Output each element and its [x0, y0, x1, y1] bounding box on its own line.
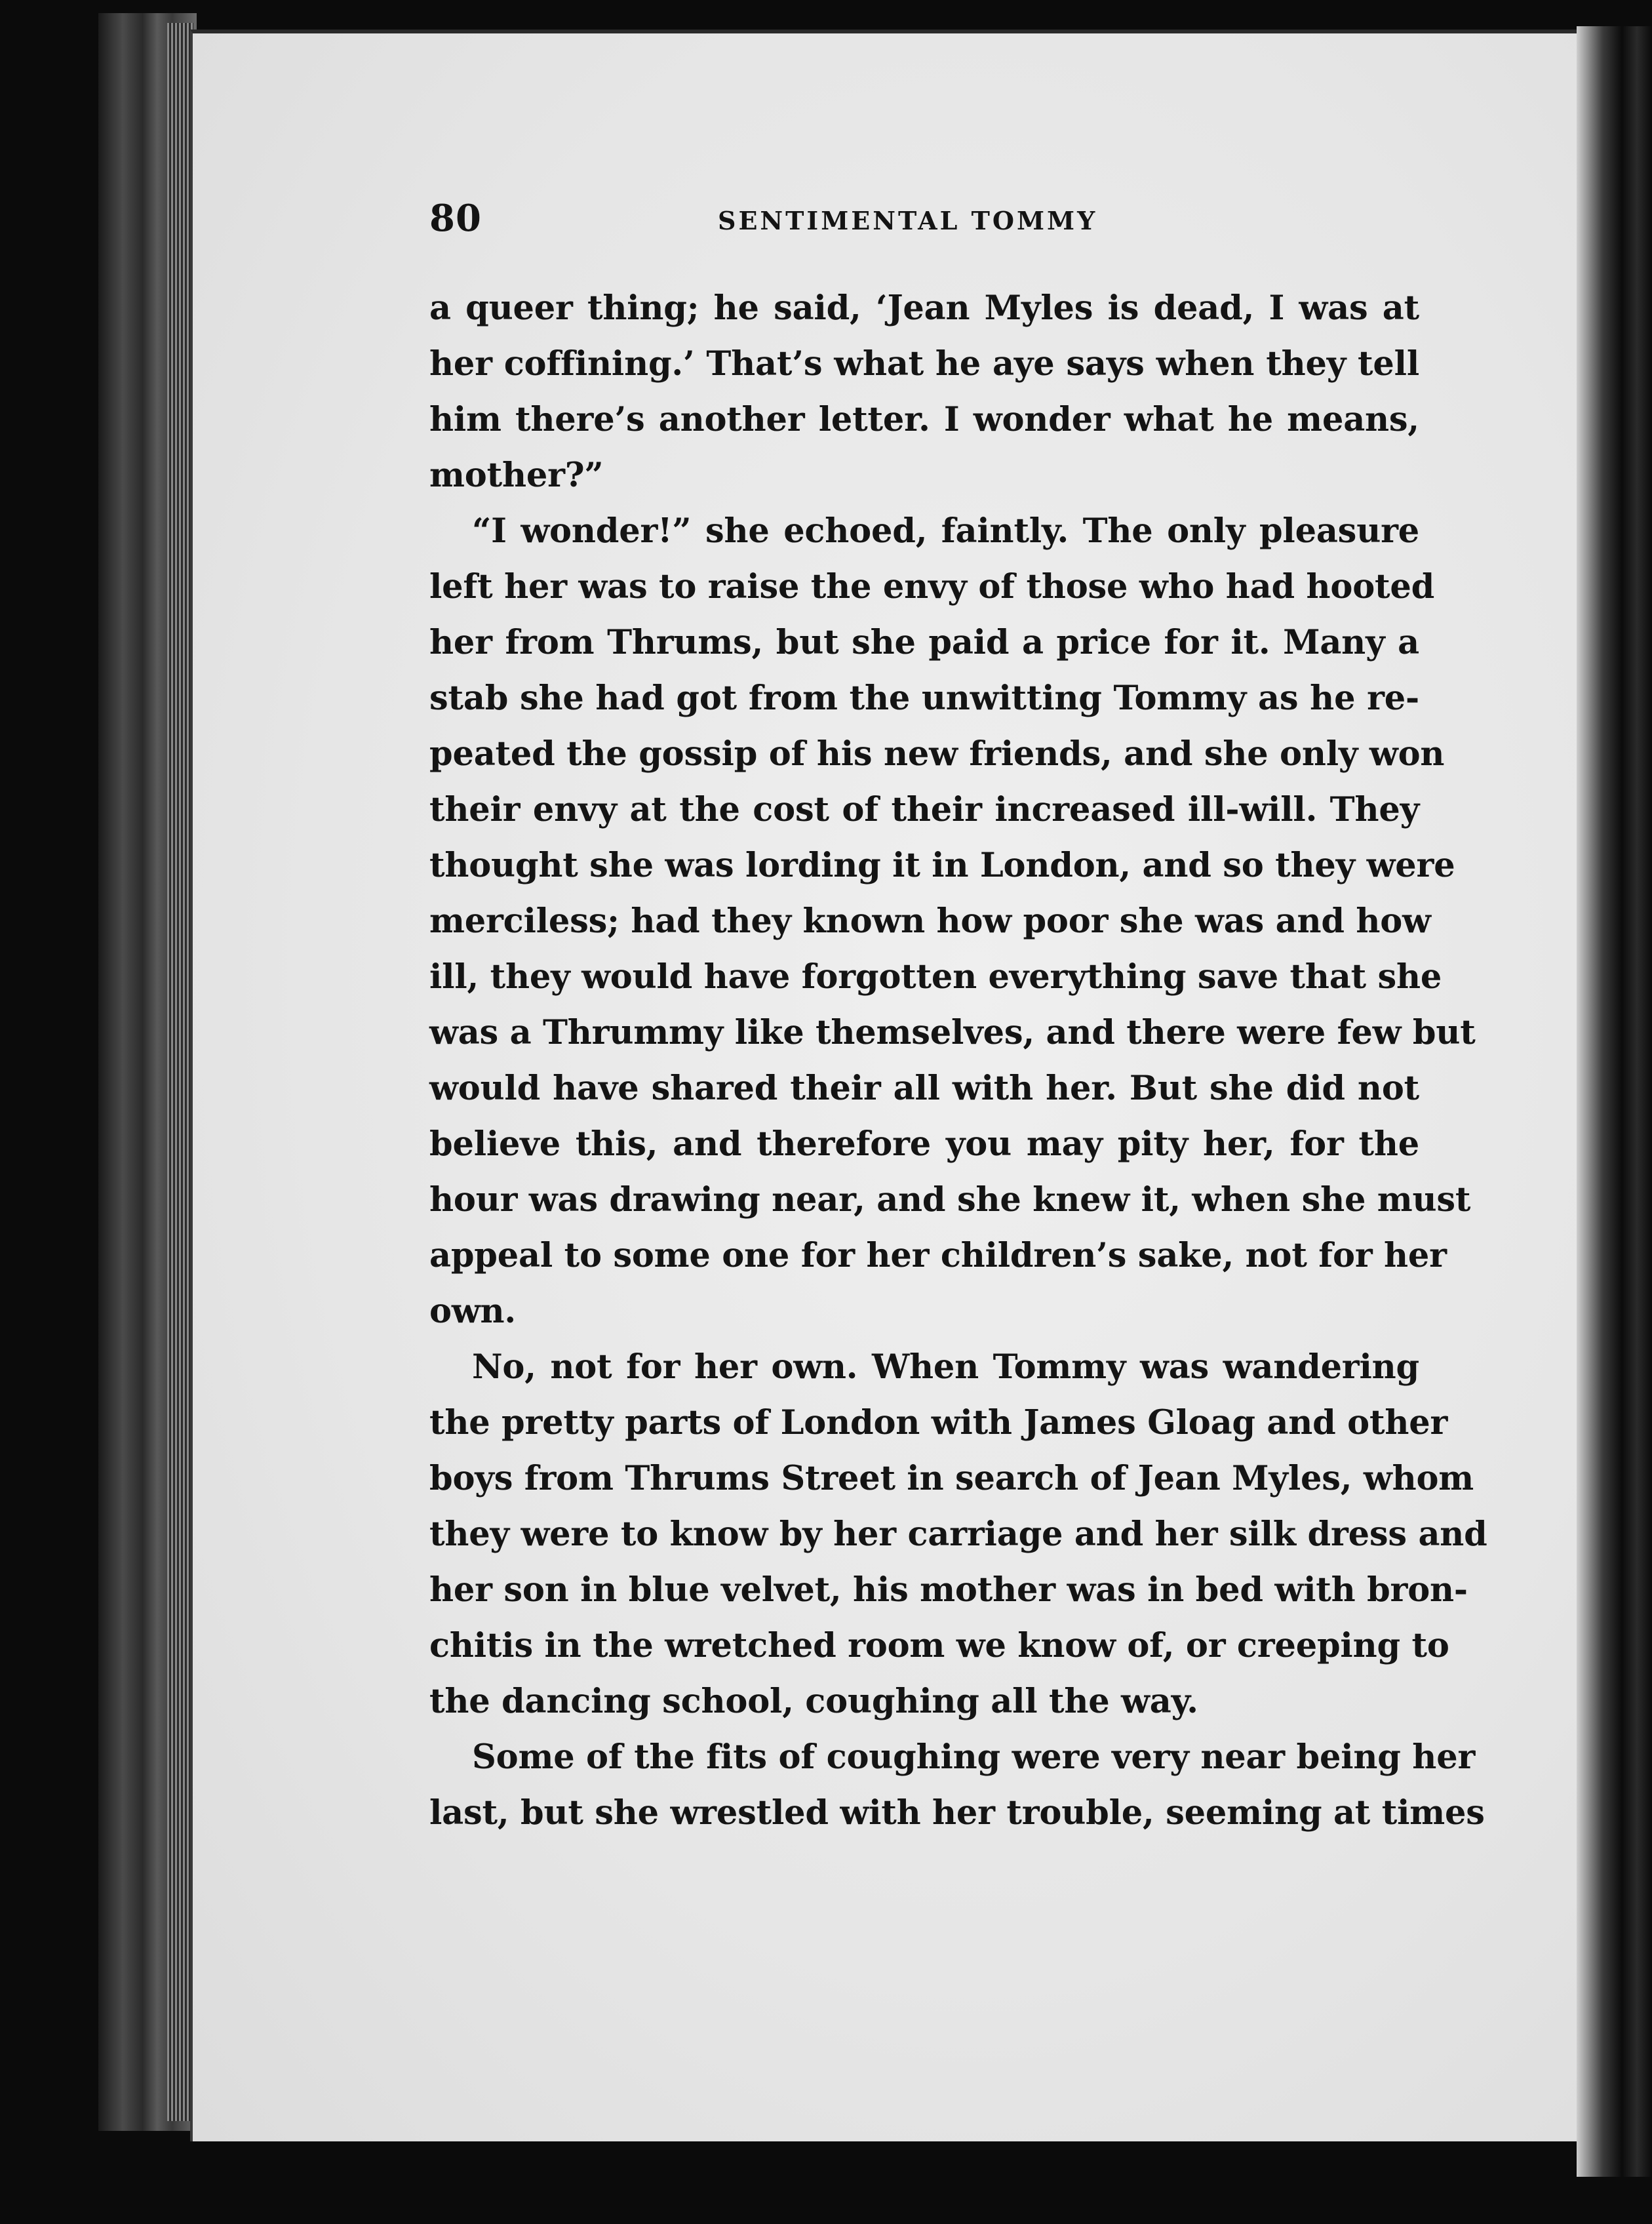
text-line: left her was to raise the envy of those who had hooted: [429, 567, 1435, 606]
text-line: mother?”: [429, 456, 604, 495]
book-title: SENTIMENTAL TOMMY: [718, 206, 1098, 235]
text-line: him there’s another letter. I wonder what he means,: [429, 400, 1419, 439]
body-text: [429, 281, 1487, 1841]
gutter-shadow: [1577, 26, 1652, 2177]
text-line: hour was drawing near, and she knew it, when she must: [429, 1180, 1471, 1220]
text-line: merciless; had they known how poor she was and how: [429, 902, 1431, 941]
text-line: peated the gossip of his new friends, and she only won: [429, 734, 1445, 774]
text-line: was a Thrummy like themselves, and there were few but: [429, 1013, 1476, 1052]
text-line: boys from Thrums Street in search of Jean Myles, whom: [429, 1459, 1474, 1498]
page-number: 80: [429, 197, 482, 240]
text-line: No, not for her own. When Tommy was wandering: [472, 1347, 1419, 1387]
text-line: her from Thrums, but she paid a price for it. Many a: [429, 623, 1419, 662]
text-line: the pretty parts of London with James Gloag and other: [429, 1403, 1448, 1442]
text-line: their envy at the cost of their increased ill-will. They: [429, 790, 1419, 829]
text-line: ill, they would have forgotten everything save that she: [429, 957, 1442, 997]
text-line: a queer thing; he said, ‘Jean Myles is dead, I was at: [429, 288, 1419, 328]
running-head: [429, 197, 1419, 243]
text-line: they were to know by her carriage and her silk dress and: [429, 1515, 1487, 1554]
text-line: “I wonder!” she echoed, faintly. The only pleasure: [472, 511, 1419, 551]
text-line: Some of the fits of coughing were very near being her: [472, 1738, 1476, 1777]
text-line: would have shared their all with her. But she did not: [429, 1069, 1419, 1108]
page-edges: [167, 23, 193, 2121]
text-line: chitis in the wretched room we know of, or creeping to: [429, 1626, 1449, 1665]
text-line: her coffining.’ That’s what he aye says when they tell: [429, 344, 1419, 384]
text-line: believe this, and therefore you may pity her, for the: [429, 1124, 1419, 1164]
text-line: the dancing school, coughing all the way.: [429, 1682, 1198, 1721]
text-line: last, but she wrestled with her trouble, seeming at times: [429, 1793, 1485, 1833]
text-line: her son in blue velvet, his mother was in bed with bron-: [429, 1570, 1468, 1610]
text-line: appeal to some one for her children’s sake, not for her: [429, 1236, 1447, 1275]
text-line: own.: [429, 1292, 516, 1331]
text-line: thought she was lording it in London, and so they were: [429, 846, 1455, 885]
text-line: stab she had got from the unwitting Tommy as he re-: [429, 679, 1419, 718]
